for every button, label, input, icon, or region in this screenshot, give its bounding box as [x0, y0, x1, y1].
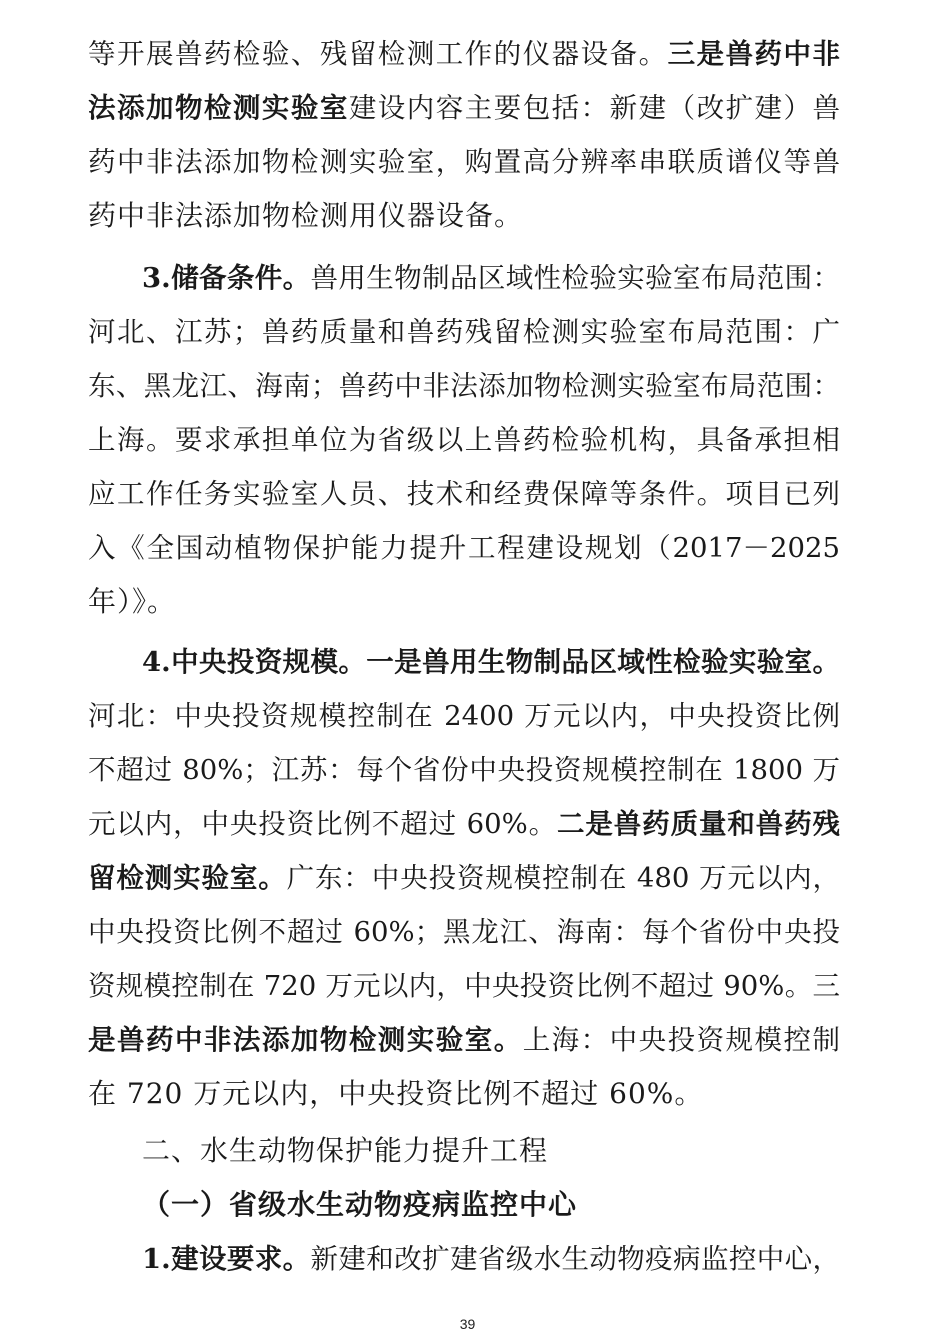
text-line	[88, 90, 840, 126]
text-line	[142, 260, 840, 296]
text-line	[142, 1133, 840, 1169]
text-segment: 河北：中央投资规模控制在 2400 万元以内，中央投资比例	[88, 700, 840, 732]
text-line	[88, 806, 840, 842]
bold-text-segment: 1.建设要求。	[142, 1243, 311, 1275]
text-line	[88, 698, 840, 734]
text-line	[88, 752, 840, 788]
text-line	[88, 530, 840, 566]
text-line	[142, 1241, 840, 1277]
bold-text-segment: 是兽药中非法添加物检测实验室。	[88, 1024, 523, 1056]
text-segment: 元以内，中央投资比例不超过 60%。	[88, 808, 558, 840]
bold-text-segment: （一）省级水生动物疫病监控中心	[142, 1188, 578, 1221]
text-segment: 入《全国动植物保护能力提升工程建设规划（2017－2025	[88, 532, 840, 564]
text-segment: 中央投资比例不超过 60%；黑龙江、海南：每个省份中央投	[88, 916, 840, 948]
text-line	[88, 914, 840, 950]
text-segment: 上海：中央投资规模控制	[522, 1024, 840, 1056]
text-line	[88, 36, 840, 72]
text-line	[88, 368, 840, 404]
text-line	[142, 1187, 840, 1223]
text-line	[88, 1076, 840, 1112]
text-line	[88, 968, 840, 1004]
text-segment: 不超过 80%；江苏：每个省份中央投资规模控制在 1800 万	[88, 754, 840, 786]
text-segment: 东、黑龙江、海南；兽药中非法添加物检测实验室布局范围：	[88, 370, 840, 402]
bold-text-segment: 留检测实验室。	[88, 862, 287, 894]
text-segment: 广东：中央投资规模控制在 480 万元以内，	[286, 862, 840, 894]
text-segment: 等开展兽药检验、残留检测工作的仪器设备。	[88, 38, 668, 70]
text-line	[88, 144, 840, 180]
page-number: 39	[459, 1316, 476, 1332]
text-segment: 新建和改扩建省级水生动物疫病监控中心，	[310, 1243, 840, 1275]
text-segment: 年）》。	[88, 585, 177, 618]
text-segment: 资规模控制在 720 万元以内，中央投资比例不超过 90%。三	[88, 970, 840, 1002]
text-line	[88, 584, 840, 620]
text-segment: 药中非法添加物检测用仪器设备。	[88, 199, 524, 232]
bold-text-segment: 二是兽药质量和兽药残	[557, 808, 840, 840]
bold-text-segment: 法添加物检测实验室	[88, 92, 349, 124]
text-line	[88, 422, 840, 458]
text-segment: 上海。要求承担单位为省级以上兽药检验机构，具备承担相	[88, 424, 840, 456]
text-segment: 河北、江苏；兽药质量和兽药残留检测实验室布局范围：广	[88, 316, 840, 348]
text-line	[142, 644, 840, 680]
bold-text-segment: 三是兽药中非	[667, 38, 840, 70]
text-segment: 二、水生动物保护能力提升工程	[142, 1134, 549, 1167]
text-segment: 在 720 万元以内，中央投资比例不超过 60%。	[88, 1077, 704, 1110]
text-segment: 药中非法添加物检测实验室，购置高分辨率串联质谱仪等兽	[88, 146, 840, 178]
text-segment: 应工作任务实验室人员、技术和经费保障等条件。项目已列	[88, 478, 840, 510]
text-line	[88, 476, 840, 512]
bold-text-segment: 4.中央投资规模。一是兽用生物制品区域性检验实验室。	[142, 646, 840, 678]
text-line	[88, 314, 840, 350]
text-line	[88, 198, 840, 234]
text-line	[88, 860, 840, 896]
bold-text-segment: 3.储备条件。	[142, 262, 311, 294]
text-segment: 建设内容主要包括：新建（改扩建）兽	[348, 92, 840, 124]
text-line	[88, 1022, 840, 1058]
text-segment: 兽用生物制品区域性检验实验室布局范围：	[310, 262, 840, 294]
